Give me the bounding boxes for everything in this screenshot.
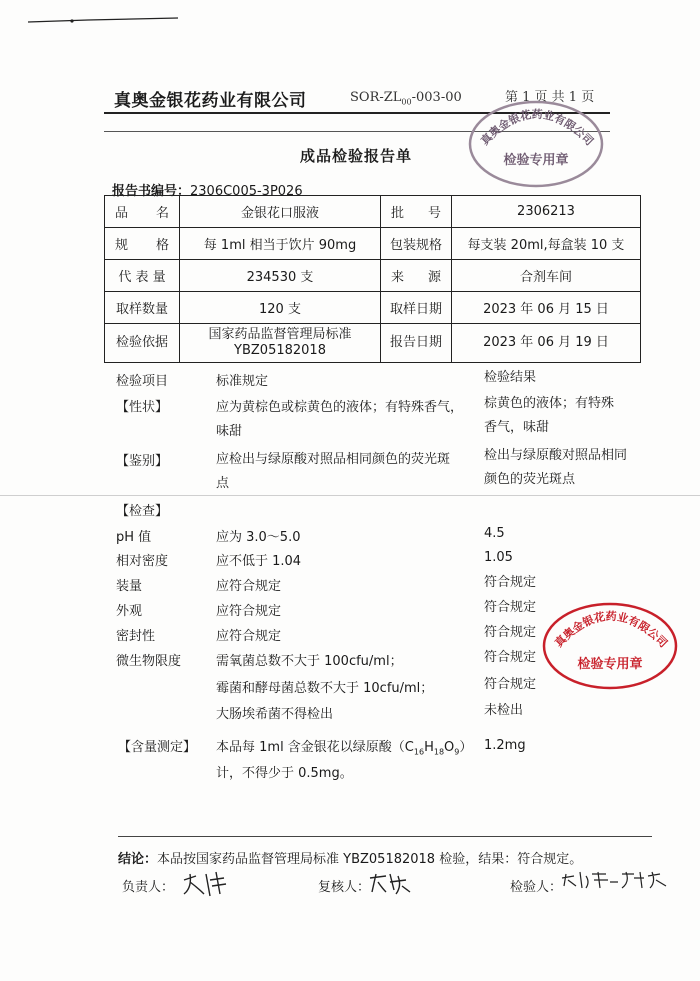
report-number: 报告书编号：2306C005-3P026 [112,184,303,199]
company-name: 真奥金银花药业有限公司 [114,91,307,111]
sample-qty-label: 取样数量 [105,292,180,324]
inspector-label: 检验人： [510,880,563,895]
conclusion: 结论：本品按国家药品监督管理局标准 YBZ05182018 检验，结果：符合规定。 [118,852,583,867]
sample-date-value: 2023 年 06 月 15 日 [452,292,641,324]
basis-value: 国家药品监督管理局标准 YBZ05182018 [180,324,381,363]
check-result: 符合规定 [484,600,537,615]
check-standard: 应符合规定 [216,604,282,619]
product-label: 品 名 [105,196,180,228]
spec-value: 每 1ml 相当于饮片 90mg [180,228,381,260]
check-item: 装量 [116,579,143,594]
reviewer-signature [366,870,412,896]
page-info: 第 1 页 共 1 页 [505,90,595,105]
svg-text:检验专用章: 检验专用章 [577,657,643,672]
rep-value: 234530 支 [180,260,381,292]
col-standard-heading: 标准规定 [216,374,269,389]
batch-value: 2306213 [452,196,641,228]
responsible-label: 负责人： [122,880,175,895]
inspection-stamp-top [466,98,606,194]
check-standard: 霉菌和酵母菌总数不大于 10cfu/ml； [216,681,434,696]
responsible-signature [180,868,230,898]
basis-label: 检验依据 [105,324,180,363]
inspection-stamp-bottom [540,600,680,696]
svg-text:检验专用章: 检验专用章 [503,153,569,168]
check-heading: 【检查】 [116,504,169,519]
pack-value: 每支装 20ml,每盒装 10 支 [452,228,641,260]
assay-standard-line1: 本品每 1ml 含金银花以绿原酸$(C_{16}H_{18}O_9)$ [216,740,473,757]
identify-result: 检出与绿原酸对照品相同颜色的荧光斑点 [484,448,628,487]
reviewer-label: 复核人： [318,880,371,895]
product-value: 金银花口服液 [180,196,381,228]
check-standard: 应为 3.0～5.0 [216,530,301,545]
assay-heading: 【含量测定】 [118,740,197,755]
check-result: 符合规定 [484,677,537,692]
check-result: 未检出 [484,703,524,718]
sample-date-label: 取样日期 [381,292,452,324]
identify-heading: 【鉴别】 [116,454,169,469]
check-result: 符合规定 [484,625,537,640]
check-item: 密封性 [116,629,156,644]
rep-label: 代 表 量 [105,260,180,292]
source-label: 来 源 [381,260,452,292]
scan-mark [28,14,178,28]
footer-rule [118,836,652,837]
check-result: 符合规定 [484,575,537,590]
character-heading: 【性状】 [116,400,169,415]
check-item: 外观 [116,604,143,619]
col-item-heading: 检验项目 [116,374,169,389]
check-result: 4.5 [484,526,505,541]
assay-standard-line2: 计，不得少于 0.5mg。 [216,766,353,781]
report-date-value: 2023 年 06 月 19 日 [452,324,641,363]
character-result: 棕黄色的液体；有特殊香气，味甜 [484,396,615,435]
inspector-signatures [560,868,670,892]
assay-result: 1.2mg [484,738,526,753]
check-item: pH 值 [116,530,152,545]
svg-text:真奥金银花药业有限公司: 真奥金银花药业有限公司 [552,609,670,651]
check-standard: 应不低于 1.04 [216,554,302,569]
check-standard: 应符合规定 [216,629,282,644]
scan-fold-line [0,495,700,496]
document-number: SOR-$ZL_{00}-003-00$ [350,90,462,107]
identify-standard: 应检出与绿原酸对照品相同颜色的荧光斑点 [216,452,451,491]
check-item: 微生物限度 [116,654,182,669]
check-standard: 应符合规定 [216,579,282,594]
check-result: 符合规定 [484,650,537,665]
pack-label: 包装规格 [381,228,452,260]
check-item: 相对密度 [116,554,169,569]
spec-label: 规 格 [105,228,180,260]
check-standard: 大肠埃希菌不得检出 [216,707,334,722]
info-table [104,195,641,363]
source-value: 合剂车间 [452,260,641,292]
batch-label: 批 号 [381,196,452,228]
sample-qty-value: 120 支 [180,292,381,324]
check-result: 1.05 [484,550,513,565]
character-standard: 应为黄棕色或棕黄色的液体；有特殊香气，味甜 [216,400,464,439]
svg-text:真奥金银花药业有限公司: 真奥金银花药业有限公司 [478,107,596,149]
col-result-heading: 检验结果 [484,370,537,385]
report-date-label: 报告日期 [381,324,452,363]
report-title: 成品检验报告单 [300,147,413,165]
check-standard: 需氧菌总数不大于 100cfu/ml； [216,654,403,669]
